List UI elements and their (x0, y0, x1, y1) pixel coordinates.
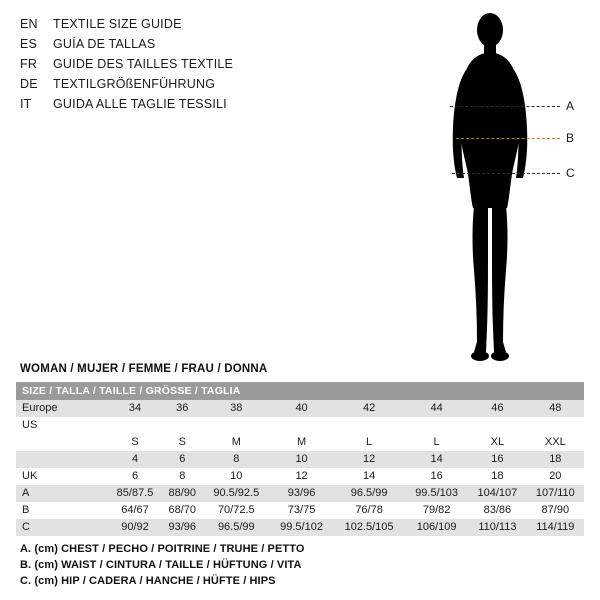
cell: L (333, 434, 405, 451)
note-b: B. (cm) WAIST / CINTURA / TAILLE / HÜFTUNG / VITA (20, 559, 302, 571)
cell: 102.5/105 (333, 519, 405, 536)
cell: 107/110 (527, 485, 584, 502)
language-row (20, 94, 320, 114)
cell: 10 (270, 451, 333, 468)
language-code: IT (20, 97, 32, 111)
size-table (16, 382, 584, 536)
language-title: GUIDA ALLE TAGLIE TESSILI (53, 97, 227, 111)
table-row (16, 417, 584, 434)
cell: 88/90 (162, 485, 203, 502)
cell: 96.5/99 (333, 485, 405, 502)
cell: 99.5/103 (405, 485, 468, 502)
cell: 16 (468, 451, 527, 468)
measurement-notes (20, 541, 580, 589)
cell (527, 417, 584, 434)
cell: 14 (333, 468, 405, 485)
cell: 12 (270, 468, 333, 485)
cell: 90.5/92.5 (203, 485, 271, 502)
table-row (16, 451, 584, 468)
cell: 68/70 (162, 502, 203, 519)
cell: 48 (527, 400, 584, 417)
language-title-list (20, 14, 320, 114)
body-figure (400, 8, 590, 368)
cell: 70/72.5 (203, 502, 271, 519)
measure-line-chest (450, 106, 560, 107)
cell: 10 (203, 468, 271, 485)
measure-label-a: A (566, 99, 575, 113)
language-title: GUÍA DE TALLAS (53, 37, 156, 51)
row-label (16, 434, 108, 451)
row-label: B (16, 502, 108, 519)
cell: 73/75 (270, 502, 333, 519)
measure-label-b: B (566, 131, 575, 145)
cell: 8 (162, 468, 203, 485)
note-a: A. (cm) CHEST / PECHO / POITRINE / TRUHE / PETTO (20, 543, 305, 555)
table-row (16, 434, 584, 451)
cell (468, 417, 527, 434)
row-label: US (16, 417, 108, 434)
table-header-row (16, 382, 584, 400)
cell: 34 (108, 400, 162, 417)
cell: 38 (203, 400, 271, 417)
cell (270, 417, 333, 434)
cell: 114/119 (527, 519, 584, 536)
cell (333, 417, 405, 434)
language-row (20, 34, 320, 54)
table-row (16, 485, 584, 502)
note-c: C. (cm) HIP / CADERA / HANCHE / HÜFTE / HIPS (20, 575, 276, 587)
cell: 46 (468, 400, 527, 417)
cell: 76/78 (333, 502, 405, 519)
table-row (16, 502, 584, 519)
cell (203, 417, 271, 434)
cell: 18 (468, 468, 527, 485)
cell: 36 (162, 400, 203, 417)
section-title-woman: WOMAN / MUJER / FEMME / FRAU / DONNA (20, 363, 268, 375)
row-label (16, 451, 108, 468)
cell: 99.5/102 (270, 519, 333, 536)
cell: 14 (405, 451, 468, 468)
cell: 85/87.5 (108, 485, 162, 502)
table-row (16, 468, 584, 485)
cell: L (405, 434, 468, 451)
cell: XL (468, 434, 527, 451)
cell: XXL (527, 434, 584, 451)
language-row (20, 14, 320, 34)
cell: 64/67 (108, 502, 162, 519)
language-code: ES (20, 37, 38, 51)
table-row (16, 519, 584, 536)
cell: M (270, 434, 333, 451)
cell: S (162, 434, 203, 451)
cell: 40 (270, 400, 333, 417)
row-label: A (16, 485, 108, 502)
row-label: UK (16, 468, 108, 485)
language-title: TEXTILGRÖßENFÜHRUNG (53, 77, 216, 91)
measure-line-hip (452, 173, 560, 174)
table-header-label: SIZE / TALLA / TAILLE / GRÖSSE / TAGLIA (16, 382, 584, 400)
cell (162, 417, 203, 434)
cell: 8 (203, 451, 271, 468)
language-code: EN (20, 17, 38, 31)
cell: 6 (162, 451, 203, 468)
language-title: TEXTILE SIZE GUIDE (53, 17, 182, 31)
language-row (20, 54, 320, 74)
measure-line-waist (456, 138, 560, 139)
cell: 18 (527, 451, 584, 468)
cell: S (108, 434, 162, 451)
cell: 93/96 (270, 485, 333, 502)
language-code: DE (20, 77, 38, 91)
language-code: FR (20, 57, 38, 71)
cell: 93/96 (162, 519, 203, 536)
cell: 96.5/99 (203, 519, 271, 536)
table-row (16, 400, 584, 417)
language-row (20, 74, 320, 94)
cell (108, 417, 162, 434)
cell: 83/86 (468, 502, 527, 519)
cell (405, 417, 468, 434)
cell: 44 (405, 400, 468, 417)
measure-label-c: C (566, 166, 575, 180)
language-title: GUIDE DES TAILLES TEXTILE (53, 57, 234, 71)
cell: 6 (108, 468, 162, 485)
cell: 110/113 (468, 519, 527, 536)
row-label: Europe (16, 400, 108, 417)
cell: 16 (405, 468, 468, 485)
row-label: C (16, 519, 108, 536)
cell: 79/82 (405, 502, 468, 519)
cell: 90/92 (108, 519, 162, 536)
female-silhouette-icon (430, 8, 550, 368)
cell: 106/109 (405, 519, 468, 536)
cell: 42 (333, 400, 405, 417)
cell: 20 (527, 468, 584, 485)
cell: M (203, 434, 271, 451)
cell: 12 (333, 451, 405, 468)
cell: 104/107 (468, 485, 527, 502)
cell: 4 (108, 451, 162, 468)
cell: 87/90 (527, 502, 584, 519)
